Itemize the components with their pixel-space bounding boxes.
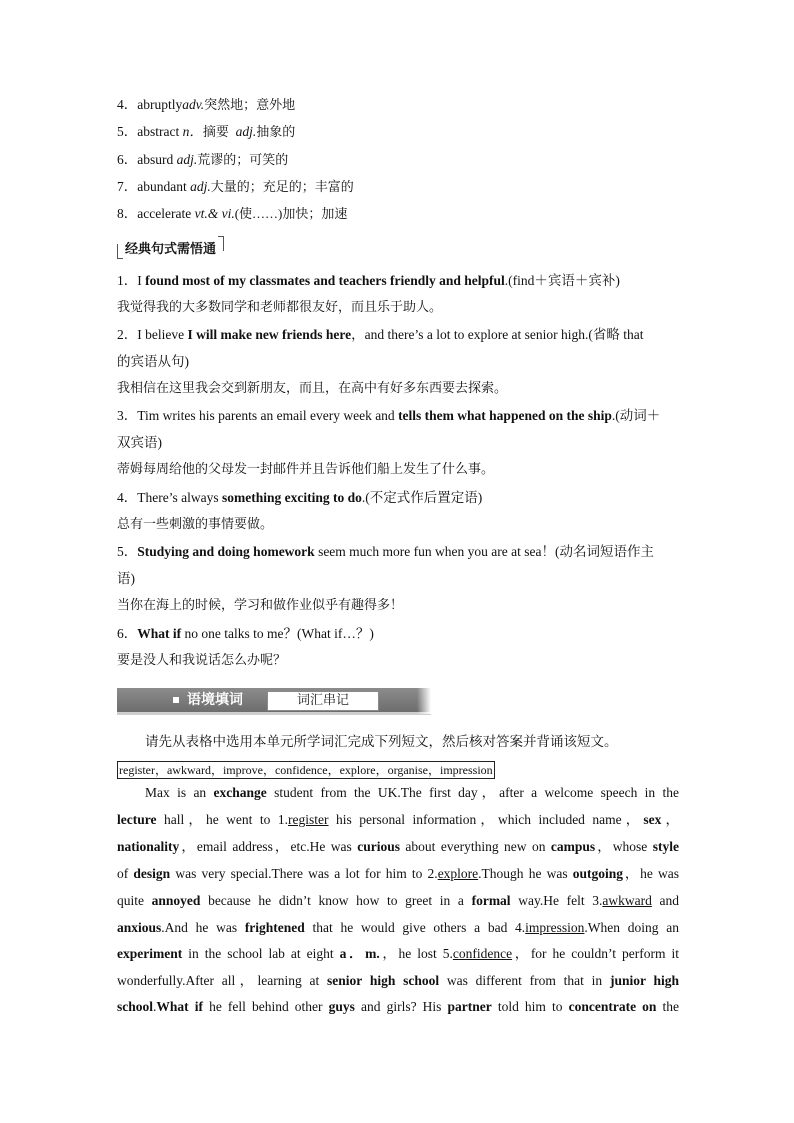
section-heading: 经典句式需悟通 [117, 236, 224, 256]
sentence-1: 1．I found most of my classmates and teachers friendly and helpful.(find＋宾语＋宾补) [117, 273, 620, 288]
bullet-square-icon [173, 697, 179, 703]
vocab-item: 8．accelerate vt.& vi.(使……)加快；加速 [117, 206, 348, 221]
passage-line: school.What if he fell behind other guys and girls? His partner told him to concentrate on the [117, 999, 680, 1014]
passage-line: nationality，email address，etc.He was curious about everything new on campus，whose style [117, 839, 679, 854]
sentence-2-translation: 我相信在这里我会交到新朋友，而且，在高中有好多东西要去探索。 [117, 381, 508, 396]
sentence-2-cont: 的宾语从句) [117, 354, 189, 369]
sentence-2: 2．I believe I will make new friends here，and there’s a lot to explore at senior high.(省略 that [117, 327, 644, 342]
passage-line: experiment in the school lab at eight a．m.，he lost 5.confidence，for he couldn’t perform it [117, 946, 679, 961]
word-box: register，awkward，improve，confidence，explore，organise，impression [119, 763, 493, 777]
bracket-left-icon [117, 244, 123, 259]
bracket-right-icon [218, 236, 224, 251]
sentence-4-translation: 总有一些刺激的事情要做。 [117, 517, 274, 532]
passage-line: wonderfully.After all，learning at senior high school was different from that in junior high [117, 973, 680, 988]
passage-line: of design was very special.There was a lot for him to 2.explore.Though he was outgoing，he was [117, 866, 679, 881]
sentence-3-translation: 蒂姆每周给他的父母发一封邮件并且告诉他们船上发生了什么事。 [117, 462, 495, 477]
sentence-6: 6．What if no one talks to me？(What if…？) [117, 626, 374, 641]
sentence-5: 5．Studying and doing homework seem much more fun when you are at sea！(动名词短语作主 [117, 544, 654, 559]
sentence-4: 4．There’s always something exciting to do.(不定式作后置定语) [117, 490, 483, 505]
vocab-item: 6．absurd adj.荒谬的；可笑的 [117, 152, 289, 167]
section-banner [117, 688, 431, 714]
vocab-item: 7．abundant adj.大量的；充足的；丰富的 [117, 179, 354, 194]
instruction: 请先从表格中选用本单元所学词汇完成下列短文，然后核对答案并背诵该短文。 [145, 734, 618, 750]
passage-line: anxious.And he was frightened that he would give others a bad 4.impression.When doing an [117, 920, 679, 935]
sentence-3-cont: 双宾语) [117, 435, 162, 450]
sentence-6-translation: 要是没人和我说话怎么办呢？ [117, 653, 287, 668]
passage-line: quite annoyed because he didn’t know how to greet in a formal way.He felt 3.awkward and [117, 893, 679, 908]
sentence-5-translation: 当你在海上的时候，学习和做作业似乎有趣得多！ [117, 598, 404, 613]
sentence-5-cont: 语) [117, 571, 135, 586]
passage-line: lecture hall，he went to 1.register his personal information，which included name，sex， [117, 812, 680, 827]
sentence-1-translation: 我觉得我的大多数同学和老师都很友好，而且乐于助人。 [117, 300, 443, 315]
banner-title: 语境填词 [187, 692, 243, 708]
vocab-item: 5．abstract n．摘要 adj.抽象的 [117, 124, 296, 139]
passage-line: Max is an exchange student from the UK.The first day，after a welcome speech in the [145, 785, 679, 800]
vocab-item: 4．abruptlyadv.突然地；意外地 [117, 97, 296, 112]
sentence-3: 3．Tim writes his parents an email every week and tells them what happened on the ship.(动词＋ [117, 408, 661, 423]
banner-tab: 词汇串记 [267, 691, 379, 711]
